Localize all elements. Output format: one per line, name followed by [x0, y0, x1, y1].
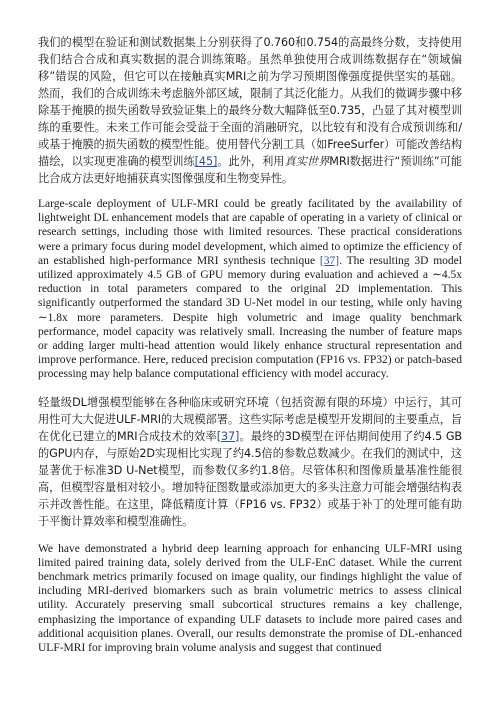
- paragraph-zh-lightweight-models: [38, 394, 462, 530]
- text-run: 。此外，利用: [217, 155, 285, 168]
- text-run: We have demonstrated a hybrid deep learning approach for enhancing ULF-MRI using limited paired training data, solely derived from the ULF-EnC dataset. While the current benchmark metrics primarily focused on image quality, our findings highlight the value of including MRI-derived biomarkers such as brain volumetric metrics to assess clinical utility. Accurately preserving small subcortical structures remains a key challenge, emphasizing the importance of expanding ULF datasets to include more paired cases and additional acquisition planes. Overall, our results demonstrate the promise of DL-enhanced ULF-MRI for improving brain volume analysis and suggest that continued: [38, 542, 462, 655]
- text-run: MRI数据进行“预训练”可能比合成方法更好地捕获真实图像强度和生物变异性。: [38, 155, 462, 185]
- text-run: 。最终的3D模型在评估期间使用了约4.5 GB的GPU内存，与原始2D实现相比实现了约4.5倍的参数总数减少。在我们的测试中，这显著优于标准3D U-Net模型，而参数仅多约1.8倍。尽管体积和图像质量基准性能很高，但模型容量相对较小。增加特征图数量或添加更大的多头注意力可能会增强结构表示并改善性能。在这里，降低精度计算（FP16 vs. FP32）或基于补丁的处理可能有助于平衡计算效率和模型准确性。: [38, 429, 462, 528]
- paragraph-en-conclusion: [38, 542, 462, 656]
- paragraph-en-lightweight-models: [38, 197, 462, 382]
- citation-link-37[interactable]: [37]: [216, 429, 240, 443]
- text-run: 我们的模型在验证和测试数据集上分别获得了0.760和0.754的高最终分数，支持使用我们结合合成和真实数据的混合训练策略。虽然单独使用合成训练数据存在“领域偏移”错误的风险，但它可以在接触真实MRI之前为学习预期图像强度提供坚实的基础。然而，我们的合成训练未考虑脑外部区域，限制了其泛化能力。从我们的微调步骤中移除基于掩膜的损失函数导致验证集上的最终分数大幅降低至0.735，凸显了其对模型训练的重要性。未来工作可能会受益于全面的消融研究，以比较有和没有合成预训练和/或基于掩膜的损失函数的模型性能。使用替代分割工具（如FreeSurfer）可能改善结构描绘，以实现更准确的模型训练: [38, 36, 462, 168]
- citation-link-37[interactable]: [37]: [319, 254, 340, 267]
- emphasis-text: 真实世界: [284, 155, 330, 168]
- text-run: Large-scale deployment of ULF-MRI could be greatly facilitated by the availability of lightweight DL enhancement models that are capable of operating in a variety of clinical or research settings, including those with limited resources. These practical considerations were a primary focus during model development, which aimed to optimize the efficiency of an established high-performance MRI synthesis technique: [38, 198, 462, 267]
- paragraph-zh-discussion-hybrid-training: [38, 34, 462, 187]
- document-page: [38, 34, 462, 655]
- text-run: 轻量级DL增强模型能够在各种临床或研究环境（包括资源有限的环境）中运行，其可用性可大大促进ULF-MRI的大规模部署。这些实际考虑是模型开发期间的主要重点，旨在优化已建立的MRI合成技术的效率: [38, 395, 462, 443]
- citation-link-45[interactable]: [45]: [194, 155, 218, 168]
- text-run: . The resulting 3D model utilized approximately 4.5 GB of GPU memory during evaluation and achieved a ∼4.5x reduction in total parameters compared to the original 2D implementation. This significantly outperformed the standard 3D U-Net model in our testing, while only having ∼1.8x more parameters. Despite high volumetric and image quality benchmark performance, model capacity was relatively small. Increasing the number of feature maps or adding larger multi-head attention would likely enhance structural representation and improve performance. Here, reduced precision computation (FP16 vs. FP32) or patch-based processing may help balance computational efficiency with model accuracy.: [38, 254, 462, 381]
